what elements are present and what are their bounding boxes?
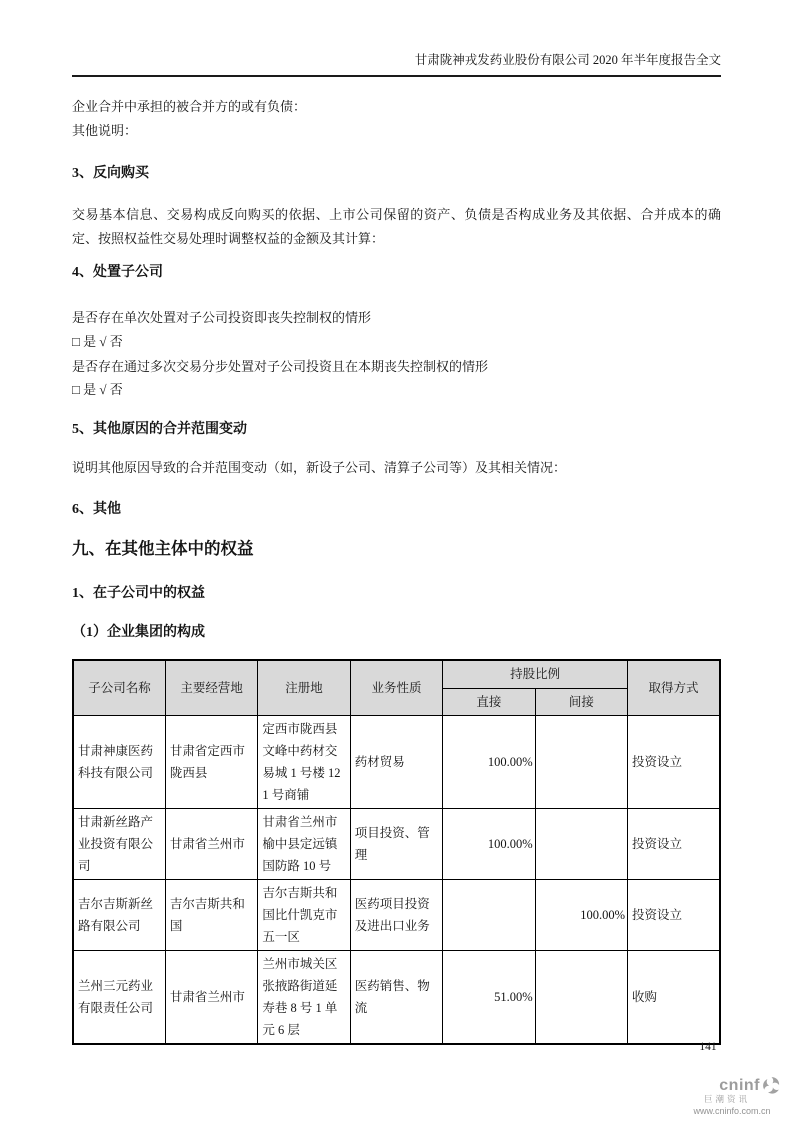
table-header-row-1: [73, 660, 720, 688]
subsidiary-name-cell: 甘肃神康医药科技有限公司: [73, 715, 165, 808]
col-header-registration-place: 注册地: [258, 660, 350, 715]
registration-place-cell: 兰州市城关区张掖路街道延寿巷 8 号 1 单元 6 层: [258, 950, 350, 1044]
acquisition-method-cell: 投资设立: [628, 879, 720, 950]
section9-sub1-title: 1、在子公司中的权益: [72, 586, 205, 601]
table-row: [73, 879, 720, 950]
direct-ratio-cell: 100.00%: [443, 715, 535, 808]
main-place-cell: 甘肃省兰州市: [165, 950, 257, 1044]
other-notes-line: 其他说明：: [72, 123, 138, 138]
main-place-cell: 甘肃省定西市陇西县: [165, 715, 257, 808]
direct-ratio-cell: [443, 879, 535, 950]
business-nature-cell: 项目投资、管理: [350, 808, 442, 879]
cninfo-logo-subtitle: 巨潮资讯: [703, 1094, 750, 1104]
col-header-acquisition-method: 取得方式: [628, 660, 720, 715]
indirect-ratio-cell: [535, 715, 627, 808]
subsidiary-name-cell: 甘肃新丝路产业投资有限公司: [73, 808, 165, 879]
section3-paragraph: 交易基本信息、交易构成反向购买的依据、上市公司保留的资产、负债是否构成业务及其依据、合并成本的确定、按照权益性交易处理时调整权益的金额及其计算：: [72, 207, 721, 246]
cninfo-logo: [677, 1076, 787, 1116]
section4-answer2-checkboxes: □ 是 √ 否: [72, 382, 123, 397]
section5-paragraph: 说明其他原因导致的合并范围变动（如，新设子公司、清算子公司等）及其相关情况：: [72, 460, 567, 475]
business-nature-cell: 医药项目投资及进出口业务: [350, 879, 442, 950]
main-place-cell: 吉尔吉斯共和国: [165, 879, 257, 950]
section5-title: 5、其他原因的合并范围变动: [72, 422, 247, 437]
registration-place-cell: 定西市陇西县文峰中药材交易城 1 号楼 121 号商铺: [258, 715, 350, 808]
report-header: [72, 50, 721, 77]
col-header-main-place: 主要经营地: [165, 660, 257, 715]
subsidiary-name-cell: 吉尔吉斯新丝路有限公司: [73, 879, 165, 950]
section9-sub1-1-title: （1）企业集团的构成: [72, 625, 205, 640]
business-nature-cell: 医药销售、物流: [350, 950, 442, 1044]
indirect-ratio-cell: 100.00%: [535, 879, 627, 950]
main-place-cell: 甘肃省兰州市: [165, 808, 257, 879]
col-header-direct: 直接: [443, 688, 535, 715]
table-row: [73, 715, 720, 808]
col-header-subsidiary-name: 子公司名称: [73, 660, 165, 715]
col-header-shareholding-ratio: 持股比例: [443, 660, 628, 688]
acquisition-method-cell: 投资设立: [628, 715, 720, 808]
section4-question2: 是否存在通过多次交易分步处置对子公司投资且在本期丧失控制权的情形: [72, 359, 489, 374]
subsidiary-name-cell: 兰州三元药业有限责任公司: [73, 950, 165, 1044]
registration-place-cell: 吉尔吉斯共和国比什凯克市五一区: [258, 879, 350, 950]
table-row: [73, 808, 720, 879]
col-header-indirect: 间接: [535, 688, 627, 715]
cninfo-logo-url: www.cninfo.com.cn: [693, 1106, 771, 1116]
col-header-business-nature: 业务性质: [350, 660, 442, 715]
section9-title: 九、在其他主体中的权益: [72, 539, 254, 558]
table-row: [73, 950, 720, 1044]
acquisition-method-cell: 投资设立: [628, 808, 720, 879]
report-title: 甘肃陇神戎发药业股份有限公司 2020 年半年度报告全文: [414, 53, 721, 67]
indirect-ratio-cell: [535, 808, 627, 879]
section4-answer1-checkboxes: □ 是 √ 否: [72, 334, 123, 349]
page-number: 141: [699, 1041, 717, 1053]
indirect-ratio-cell: [535, 950, 627, 1044]
direct-ratio-cell: 100.00%: [443, 808, 535, 879]
contingent-liabilities-line: 企业合并中承担的被合并方的或有负债：: [72, 99, 307, 114]
subsidiaries-table-wrapper: [72, 659, 721, 1045]
section3-title: 3、反向购买: [72, 166, 149, 181]
section4-title: 4、处置子公司: [72, 265, 163, 280]
direct-ratio-cell: 51.00%: [443, 950, 535, 1044]
acquisition-method-cell: 收购: [628, 950, 720, 1044]
subsidiaries-table: [72, 659, 721, 1045]
business-nature-cell: 药材贸易: [350, 715, 442, 808]
section4-question1: 是否存在单次处置对子公司投资即丧失控制权的情形: [72, 310, 372, 325]
section6-title: 6、其他: [72, 502, 121, 517]
cninfo-logo-text: cninf: [719, 1076, 760, 1094]
registration-place-cell: 甘肃省兰州市榆中县定远镇国防路 10 号: [258, 808, 350, 879]
cninfo-swirl-icon: [762, 1076, 781, 1095]
